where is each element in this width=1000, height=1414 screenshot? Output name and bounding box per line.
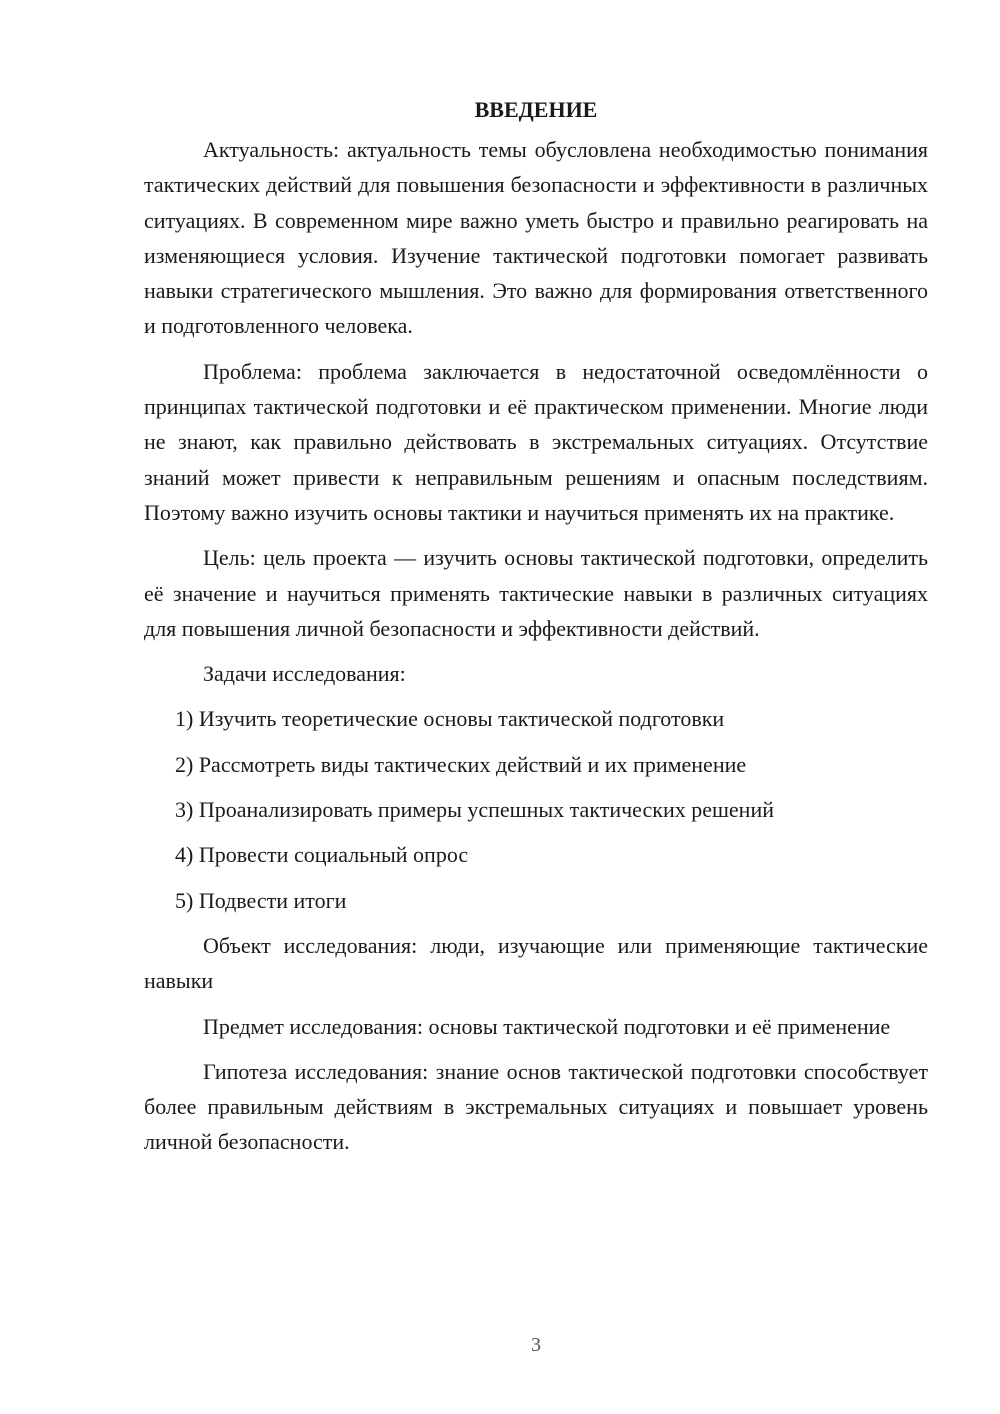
subject-paragraph: Предмет исследования: основы тактической подготовки и её применение bbox=[203, 1013, 891, 1039]
page-number: 3 bbox=[531, 1334, 541, 1356]
section-title: ВВЕДЕНИЕ bbox=[474, 97, 598, 122]
problem-paragraph: Проблема: проблема заключается в недостаточной осведомлённости о принципах тактической подготовки и её практическом применении. Многие люди не знают, как правильно действовать в экстремальных ситуациях. Отсутствие знаний может привести к неправильным решениям и опасным последствиям. Поэтому важно изучить основы тактики и научиться применять их на практике. bbox=[144, 358, 928, 525]
object-paragraph: Объект исследования: люди, изучающие или применяющие тактические навыки bbox=[144, 932, 928, 994]
goal-paragraph: Цель: цель проекта — изучить основы тактической подготовки, определить её значение и научиться применять тактические навыки в различных ситуациях для повышения личной безопасности и эффективности действий. bbox=[144, 545, 928, 641]
task-item-5: 5) Подвести итоги bbox=[175, 887, 347, 913]
task-item-2: 2) Рассмотреть виды тактических действий и их применение bbox=[175, 751, 747, 777]
task-item-3: 3) Проанализировать примеры успешных тактических решений bbox=[175, 797, 775, 823]
task-item-1: 1) Изучить теоретические основы тактической подготовки bbox=[175, 706, 725, 732]
task-item-4: 4) Провести социальный опрос bbox=[175, 842, 469, 868]
tasks-list bbox=[144, 701, 928, 917]
document-page bbox=[144, 92, 928, 1170]
relevance-paragraph: Актуальность: актуальность темы обусловлена необходимостью понимания тактических действий для повышения безопасности и эффективности в различных ситуациях. В современном мире важно уметь быстро и правильно реагировать на изменяющиеся условия. Изучение тактической подготовки помогает развивать навыки стратегического мышления. Это важно для формирования ответственного и подготовленного человека. bbox=[144, 137, 928, 339]
tasks-heading: Задачи исследования: bbox=[203, 661, 406, 687]
hypothesis-paragraph: Гипотеза исследования: знание основ тактической подготовки способствует более правильным действиям в экстремальных ситуациях и повышает уровень личной безопасности. bbox=[144, 1058, 928, 1155]
